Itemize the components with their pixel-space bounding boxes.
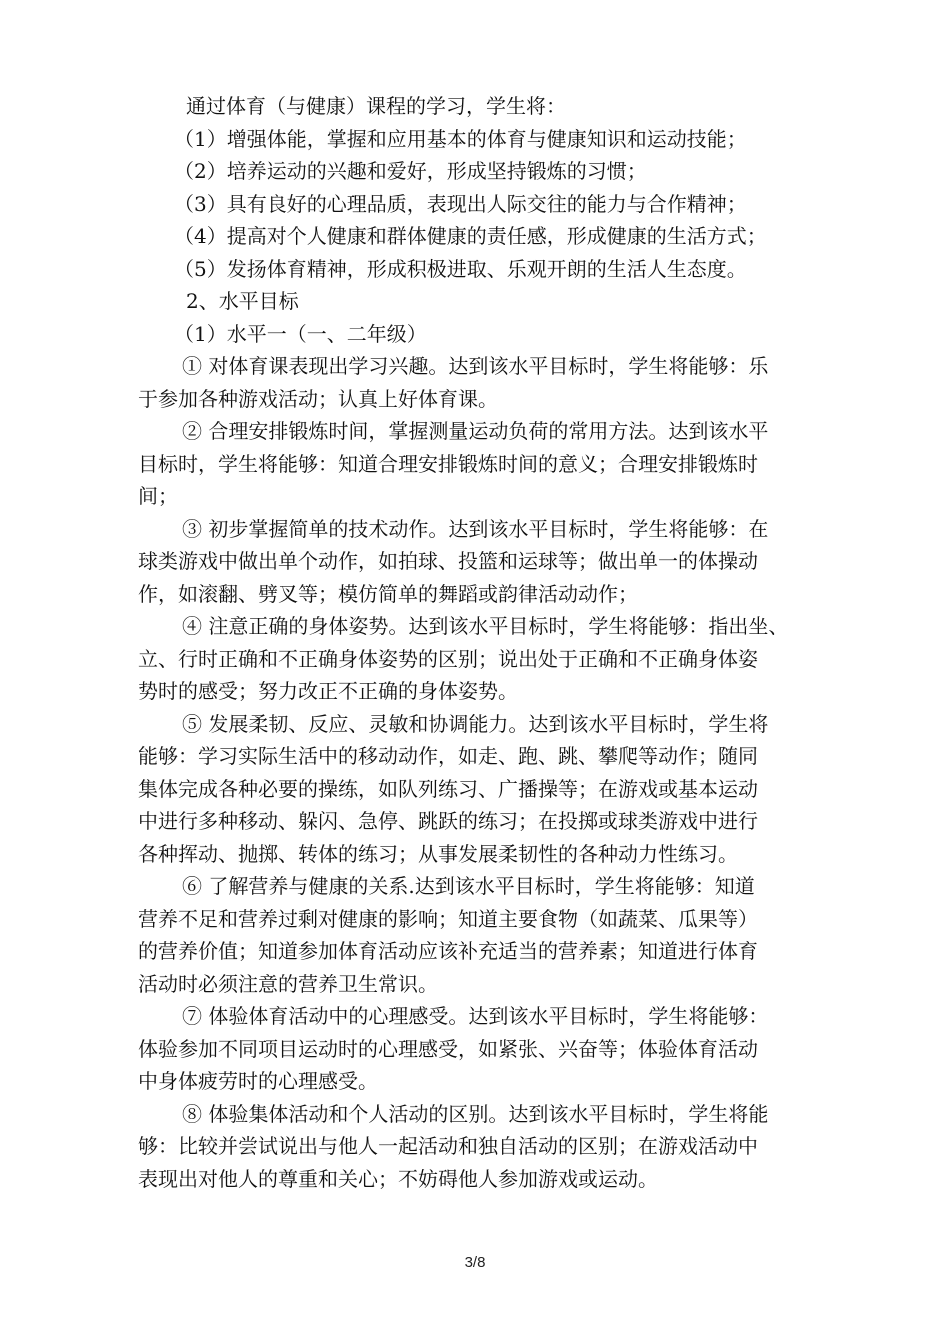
document-body bbox=[138, 90, 838, 1195]
paragraph bbox=[138, 285, 838, 318]
paragraph bbox=[138, 610, 838, 708]
text-line: 目标时，学生将能够：知道合理安排锻炼时间的意义；合理安排锻炼时 bbox=[138, 451, 758, 476]
text-line: 于参加各种游戏活动；认真上好体育课。 bbox=[138, 386, 498, 411]
paragraph bbox=[138, 1000, 838, 1098]
paragraph bbox=[138, 155, 838, 188]
paragraph bbox=[138, 415, 838, 513]
text-line: 立、行时正确和不正确身体姿势的区别；说出处于正确和不正确身体姿 bbox=[138, 646, 758, 671]
text-line: 中身体疲劳时的心理感受。 bbox=[138, 1069, 378, 1093]
paragraph bbox=[138, 870, 838, 1000]
text-line: ⑥ 了解营养与健康的关系.达到该水平目标时，学生将能够：知道 bbox=[182, 874, 755, 898]
text-line: （5）发扬体育精神，形成积极进取、乐观开朗的生活人生态度。 bbox=[174, 256, 747, 281]
text-line: 间； bbox=[138, 484, 178, 508]
text-line: 势时的感受；努力改正不正确的身体姿势。 bbox=[138, 679, 518, 703]
text-line: ④ 注意正确的身体姿势。达到该水平目标时，学生将能够：指出坐、 bbox=[182, 614, 789, 638]
text-line: 中进行多种移动、躲闪、急停、跳跃的练习；在投掷或球类游戏中进行 bbox=[138, 809, 758, 833]
text-line: （1）水平一（一、二年级） bbox=[174, 321, 427, 346]
page-number: 3/8 bbox=[464, 1254, 486, 1271]
paragraph bbox=[138, 123, 838, 156]
text-line: 表现出对他人的尊重和关心；不妨碍他人参加游戏或运动。 bbox=[138, 1166, 658, 1191]
text-line: ① 对体育课表现出学习兴趣。达到该水平目标时，学生将能够：乐 bbox=[182, 354, 769, 378]
text-line: 球类游戏中做出单个动作，如拍球、投篮和运球等；做出单一的体操动 bbox=[138, 549, 758, 573]
paragraph bbox=[138, 1098, 838, 1196]
text-line: 营养不足和营养过剩对健康的影响；知道主要食物（如蔬菜、瓜果等） bbox=[138, 906, 758, 931]
text-line: ③ 初步掌握简单的技术动作。达到该水平目标时，学生将能够：在 bbox=[182, 516, 769, 541]
text-line: 2、水平目标 bbox=[186, 289, 299, 313]
text-line: 通过体育（与健康）课程的学习，学生将： bbox=[186, 94, 566, 118]
paragraph bbox=[138, 220, 838, 253]
paragraph bbox=[138, 90, 838, 123]
text-line: （3）具有良好的心理品质，表现出人际交往的能力与合作精神； bbox=[174, 191, 747, 216]
text-line: 的营养价值；知道参加体育活动应该补充适当的营养素；知道进行体育 bbox=[138, 939, 758, 963]
text-line: 各种挥动、抛掷、转体的练习；从事发展柔韧性的各种动力性练习。 bbox=[138, 841, 738, 866]
text-line: （1）增强体能，掌握和应用基本的体育与健康知识和运动技能； bbox=[174, 126, 747, 151]
paragraph bbox=[138, 708, 838, 871]
text-line: 作，如滚翻、劈叉等；模仿简单的舞蹈或韵律活动动作； bbox=[138, 581, 638, 606]
text-line: 活动时必须注意的营养卫生常识。 bbox=[138, 971, 438, 996]
text-line: ⑧ 体验集体活动和个人活动的区别。达到该水平目标时，学生将能 bbox=[182, 1101, 769, 1126]
text-line: ② 合理安排锻炼时间，掌握测量运动负荷的常用方法。达到该水平 bbox=[182, 419, 769, 443]
paragraph bbox=[138, 513, 838, 611]
paragraph bbox=[138, 318, 838, 351]
text-line: ⑦ 体验体育活动中的心理感受。达到该水平目标时，学生将能够： bbox=[182, 1004, 769, 1028]
text-line: 集体完成各种必要的操练，如队列练习、广播操等；在游戏或基本运动 bbox=[138, 776, 758, 801]
paragraph bbox=[138, 253, 838, 286]
paragraph bbox=[138, 188, 838, 221]
text-line: （4）提高对个人健康和群体健康的责任感，形成健康的生活方式； bbox=[174, 224, 767, 248]
text-line: ⑤ 发展柔韧、反应、灵敏和协调能力。达到该水平目标时，学生将 bbox=[182, 711, 769, 736]
text-line: 体验参加不同项目运动时的心理感受，如紧张、兴奋等；体验体育活动 bbox=[138, 1036, 758, 1061]
text-line: 够：比较并尝试说出与他人一起活动和独自活动的区别；在游戏活动中 bbox=[138, 1134, 758, 1158]
text-line: （2）培养运动的兴趣和爱好，形成坚持锻炼的习惯； bbox=[174, 159, 647, 183]
text-line: 能够：学习实际生活中的移动动作，如走、跑、跳、攀爬等动作；随同 bbox=[138, 744, 758, 768]
paragraph bbox=[138, 350, 838, 415]
